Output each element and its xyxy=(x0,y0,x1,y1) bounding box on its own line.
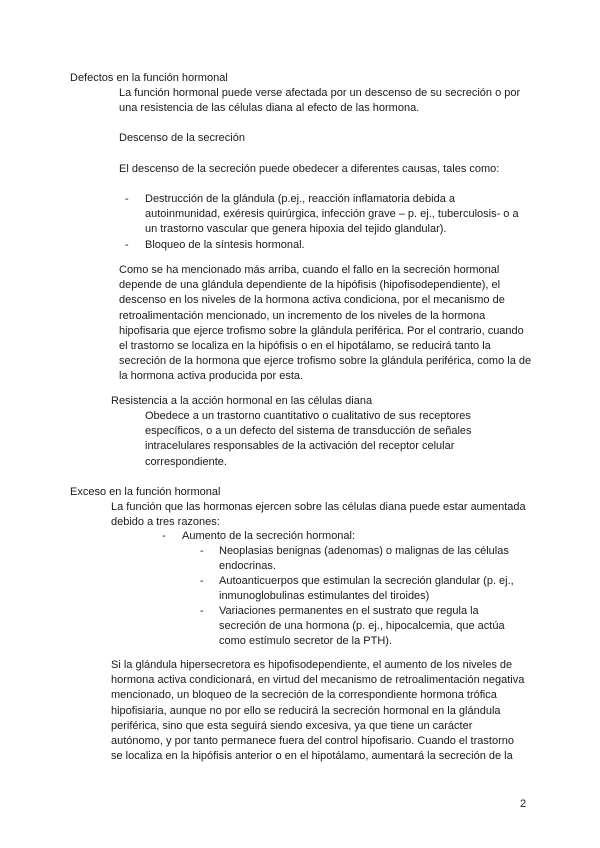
text-line: un trastorno vascular que genera hipoxia del tejido glandular). xyxy=(145,223,447,236)
list-item xyxy=(200,544,514,574)
text-line: La función hormonal puede verse afectada por un descenso de su secreción o por xyxy=(119,87,521,99)
paragraph-fallo-secrecion xyxy=(119,263,531,385)
dash-bullet: - xyxy=(125,239,129,251)
text-line: La función que las hormonas ejercen sobre las células diana puede estar aumentada xyxy=(111,501,526,513)
text-line: Bloqueo de la síntesis hormonal. xyxy=(145,239,305,251)
list-item xyxy=(200,574,514,604)
section-heading-defectos: Defectos en la función hormonal xyxy=(70,72,228,84)
subheading-descenso: Descenso de la secreción xyxy=(119,132,245,144)
list-item xyxy=(125,192,519,238)
text-line: como estímulo secretor de la PTH). xyxy=(219,635,393,648)
subheading-resistencia: Resistencia a la acción hormonal en las células diana xyxy=(111,395,373,407)
text-line: Si la glándula hipersecretora es hipofisodependiente, el aumento de los niveles de xyxy=(111,659,513,671)
text-line: el trastorno se localiza en la hipófisis o en el hipotálamo, se reducirá tanto la xyxy=(119,340,491,353)
text-line: intracelulares responsables de la activación del receptor celular xyxy=(145,440,455,453)
dash-bullet: - xyxy=(200,575,204,587)
text-line: específicos, o a un defecto del sistema de transducción de señales xyxy=(145,425,472,438)
text-line: endocrinas. xyxy=(219,560,276,573)
text-line: depende de una glándula dependiente de la hipófisis (hipofisodependiente), el xyxy=(119,279,501,292)
text-line: periférica, sino que esta seguirá siendo excesiva, ya que tiene un carácter xyxy=(111,719,473,732)
text-line: autónomo, y por tanto permanece fuera del control hipofisario. Cuando el trastorno xyxy=(111,735,514,748)
text-line: retroalimentación mencionado, un incremento de los niveles de la hormona xyxy=(119,309,486,322)
list-item xyxy=(125,238,519,253)
text-line: Aumento de la secreción hormonal: xyxy=(182,530,356,542)
text-line: la hormona activa producida por esta. xyxy=(119,370,304,383)
dash-bullet: - xyxy=(162,530,166,542)
text-line: Destrucción de la glándula (p.ej., reacción inflamatoria debida a xyxy=(145,193,456,205)
section1-intro xyxy=(119,86,520,116)
text-line: inmunoglobulinas estimulantes del tiroides) xyxy=(219,590,430,603)
text-line: se localiza en la hipófisis anterior o en el hipotálamo, aumentará la secreción de la xyxy=(111,750,513,763)
text-line: Autoanticuerpos que estimulan la secreción glandular (p. ej., xyxy=(219,575,514,587)
resistencia-text xyxy=(145,409,472,470)
section2-intro xyxy=(111,500,526,530)
sub-bullet-list xyxy=(200,544,514,650)
section-heading-exceso: Exceso en la función hormonal xyxy=(70,486,221,498)
text-line: debido a tres razones: xyxy=(111,516,220,529)
list-item-aumento xyxy=(162,529,356,544)
bullet-list-causas xyxy=(125,192,519,253)
text-line: secreción de la hormona que ejerce trofismo sobre la glándula periférica, como la de xyxy=(119,355,532,368)
text-line: mencionado, un bloqueo de la secreción de la correspondiente hormona trófica xyxy=(111,689,497,702)
text-line: hipofisaria que ejerce trofismo sobre la glándula periférica. Por el contrario, cuando xyxy=(119,324,524,337)
text-line: autoinmunidad, exéresis quirúrgica, infección grave – p. ej., tuberculosis- o a xyxy=(145,208,519,221)
text-line: hormona activa condicionará, en virtud del mecanismo de retroalimentación negativa xyxy=(111,674,525,687)
dash-bullet: - xyxy=(200,545,204,557)
text-line: una resistencia de las células diana al efecto de las hormona. xyxy=(119,102,420,115)
dash-bullet: - xyxy=(125,193,129,205)
page-number: 2 xyxy=(520,798,527,810)
paragraph-hipersecretora xyxy=(111,658,524,764)
text-line: correspondiente. xyxy=(145,455,227,468)
text-line: Obedece a un trastorno cuantitativo o cualitativo de sus receptores xyxy=(145,410,471,422)
list-item xyxy=(200,604,514,650)
text-line: Variaciones permanentes en el sustrato que regula la xyxy=(219,605,479,617)
text-line: Neoplasias benignas (adenomas) o malignas de las células xyxy=(219,545,509,557)
text-line: hipofisiaria, aunque no por ello se reducirá la secreción hormonal en la glándula xyxy=(111,704,501,717)
descenso-intro: El descenso de la secreción puede obedecer a diferentes causas, tales como: xyxy=(119,163,500,175)
text-line: descenso en los niveles de la hormona activa condiciona, por el mecanismo de xyxy=(119,294,505,307)
text-line: Como se ha mencionado más arriba, cuando el fallo en la secreción hormonal xyxy=(119,264,500,276)
dash-bullet: - xyxy=(200,605,204,617)
text-line: secreción de una hormona (p. ej., hipocalcemia, que actúa xyxy=(219,620,505,633)
